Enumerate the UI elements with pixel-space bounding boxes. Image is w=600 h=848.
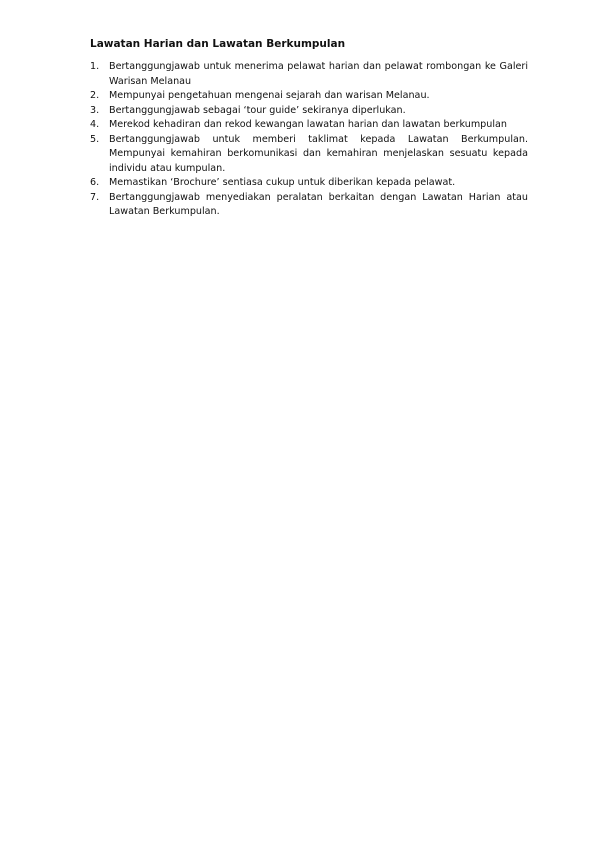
list-item-text: Mempunyai pengetahuan mengenai sejarah dan warisan Melanau. <box>109 90 430 101</box>
list-item <box>90 133 528 177</box>
list-item <box>90 191 528 220</box>
list-item-text: Bertanggungjawab untuk memberi taklimat kepada Lawatan Berkumpulan. Mempunyai kemahiran berkomunikasi dan kemahiran menjelaskan sesuatu kepada individu atau kumpulan. <box>109 133 528 174</box>
list-item-number: 5. <box>90 133 100 145</box>
list-item-text: Bertanggungjawab menyediakan peralatan berkaitan dengan Lawatan Harian atau Lawatan Berkumpulan. <box>109 191 528 217</box>
duty-list <box>90 60 528 220</box>
list-item <box>90 104 528 119</box>
list-item <box>90 118 528 133</box>
list-item-number: 2. <box>90 90 100 101</box>
document-body <box>90 37 528 220</box>
list-item-text: Merekod kehadiran dan rekod kewangan lawatan harian dan lawatan berkumpulan <box>109 119 507 130</box>
list-item-number: 4. <box>90 119 100 130</box>
list-item-number: 6. <box>90 177 100 188</box>
list-item <box>90 60 528 89</box>
list-item <box>90 89 528 104</box>
list-item <box>90 176 528 191</box>
list-item-number: 3. <box>90 104 100 116</box>
list-item-text: Bertanggungjawab untuk menerima pelawat harian dan pelawat rombongan ke Galeri Warisan Melanau <box>109 61 528 87</box>
section-heading: Lawatan Harian dan Lawatan Berkumpulan <box>90 38 346 50</box>
list-item-number: 7. <box>90 191 100 203</box>
list-item-number: 1. <box>90 61 100 72</box>
list-item-text: Memastikan ‘Brochure’ sentiasa cukup untuk diberikan kepada pelawat. <box>109 177 456 188</box>
list-item-text: Bertanggungjawab sebagai ‘tour guide’ sekiranya diperlukan. <box>109 104 406 116</box>
